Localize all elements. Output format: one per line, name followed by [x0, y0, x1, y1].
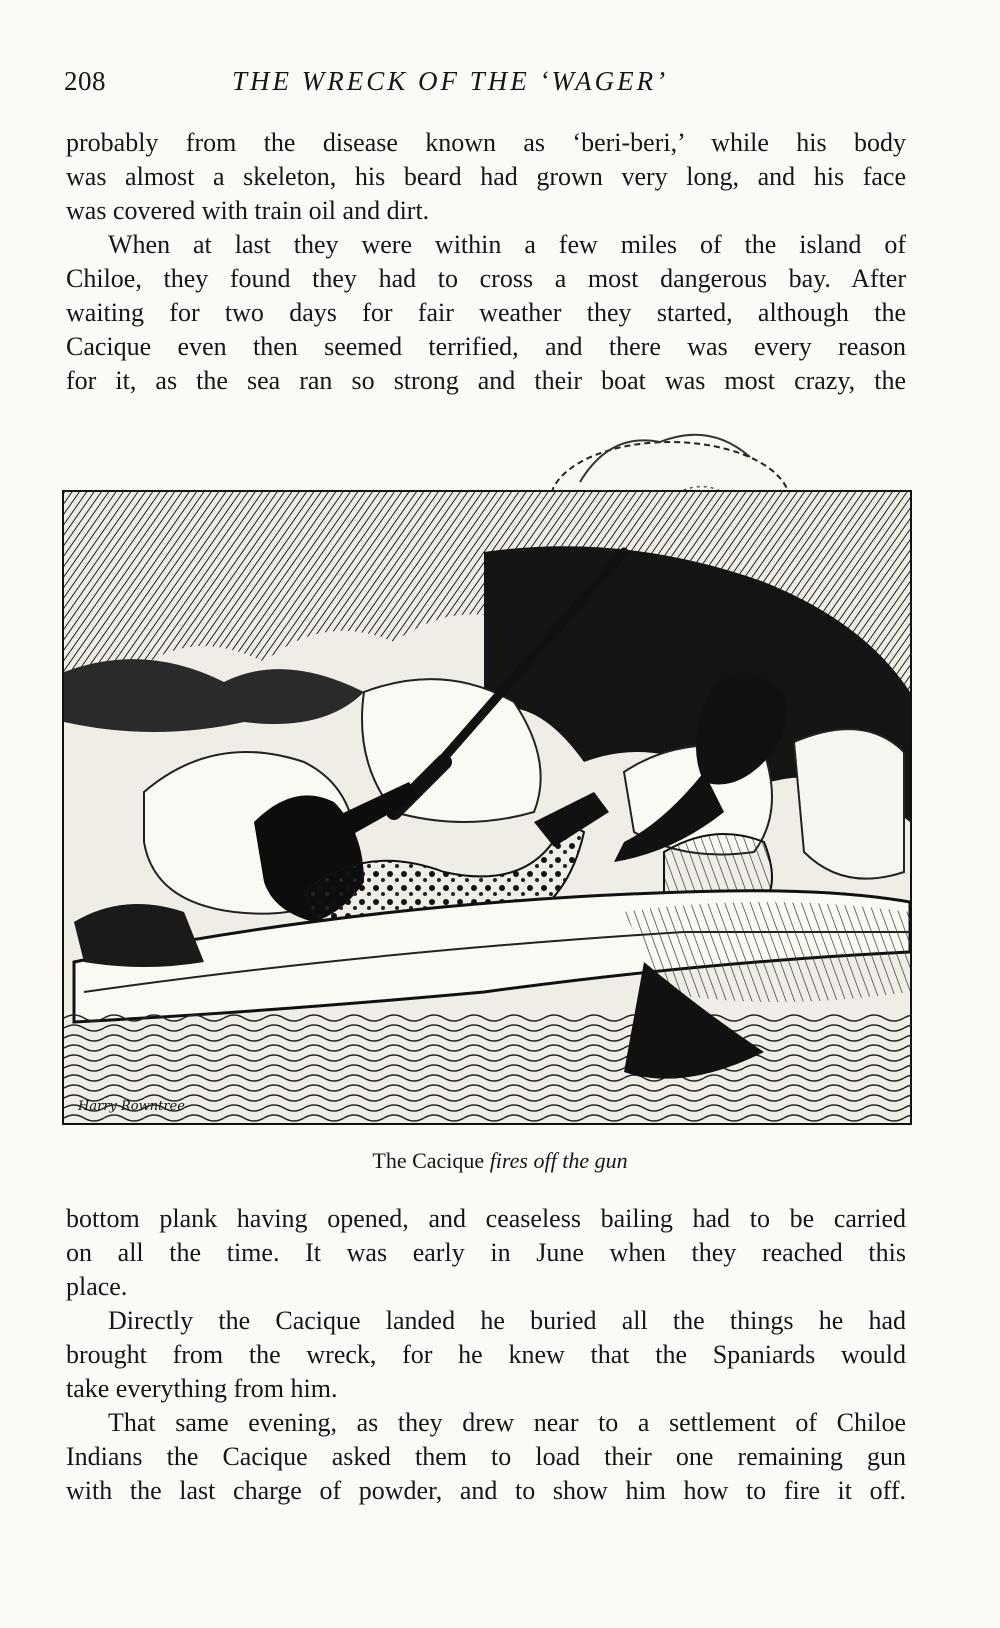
paragraph-line: with the last charge of powder, and to show him how to fire it off.	[66, 1476, 906, 1505]
paragraph-line: Chiloe, they found they had to cross a most dangerous bay. After	[66, 264, 906, 293]
paragraph-line: on all the time. It was early in June when they reached this	[66, 1238, 906, 1267]
paragraph-line: Indians the Cacique asked them to load their one remaining gun	[66, 1442, 906, 1471]
paragraph-line: Directly the Cacique landed he buried all the things he had	[108, 1306, 906, 1335]
paragraph-line: take everything from him.	[66, 1374, 338, 1403]
paragraph-line: was covered with train oil and dirt.	[66, 196, 430, 225]
engraving-artwork	[64, 492, 910, 1123]
paragraph-line: Cacique even then seemed terrified, and there was every reason	[66, 332, 906, 361]
page-number: 208	[64, 66, 106, 96]
caption-plain: The Cacique	[372, 1148, 490, 1173]
paragraph-line: bottom plank having opened, and ceaseless bailing had to be carried	[66, 1204, 906, 1233]
paragraph-line: waiting for two days for fair weather they started, although the	[66, 298, 906, 327]
illustration-caption	[0, 1148, 1000, 1174]
caption-italic: fires off the gun	[489, 1148, 628, 1173]
illustration-cacique-fires-gun	[62, 490, 912, 1125]
paragraph-line: was almost a skeleton, his beard had grown very long, and his face	[66, 162, 906, 191]
paragraph-line: brought from the wreck, for he knew that the Spaniards would	[66, 1340, 906, 1369]
running-title: THE WRECK OF THE ‘WAGER’	[232, 66, 669, 96]
paragraph-line: probably from the disease known as ‘beri-beri,’ while his body	[66, 128, 906, 157]
paragraph-line: for it, as the sea ran so strong and their boat was most crazy, the	[66, 366, 906, 395]
paragraph-line: That same evening, as they drew near to a settlement of Chiloe	[108, 1408, 906, 1437]
paragraph-line: When at last they were within a few miles of the island of	[108, 230, 906, 259]
paragraph-line: place.	[66, 1272, 128, 1301]
artist-signature: Harry Rowntree	[78, 1099, 185, 1114]
